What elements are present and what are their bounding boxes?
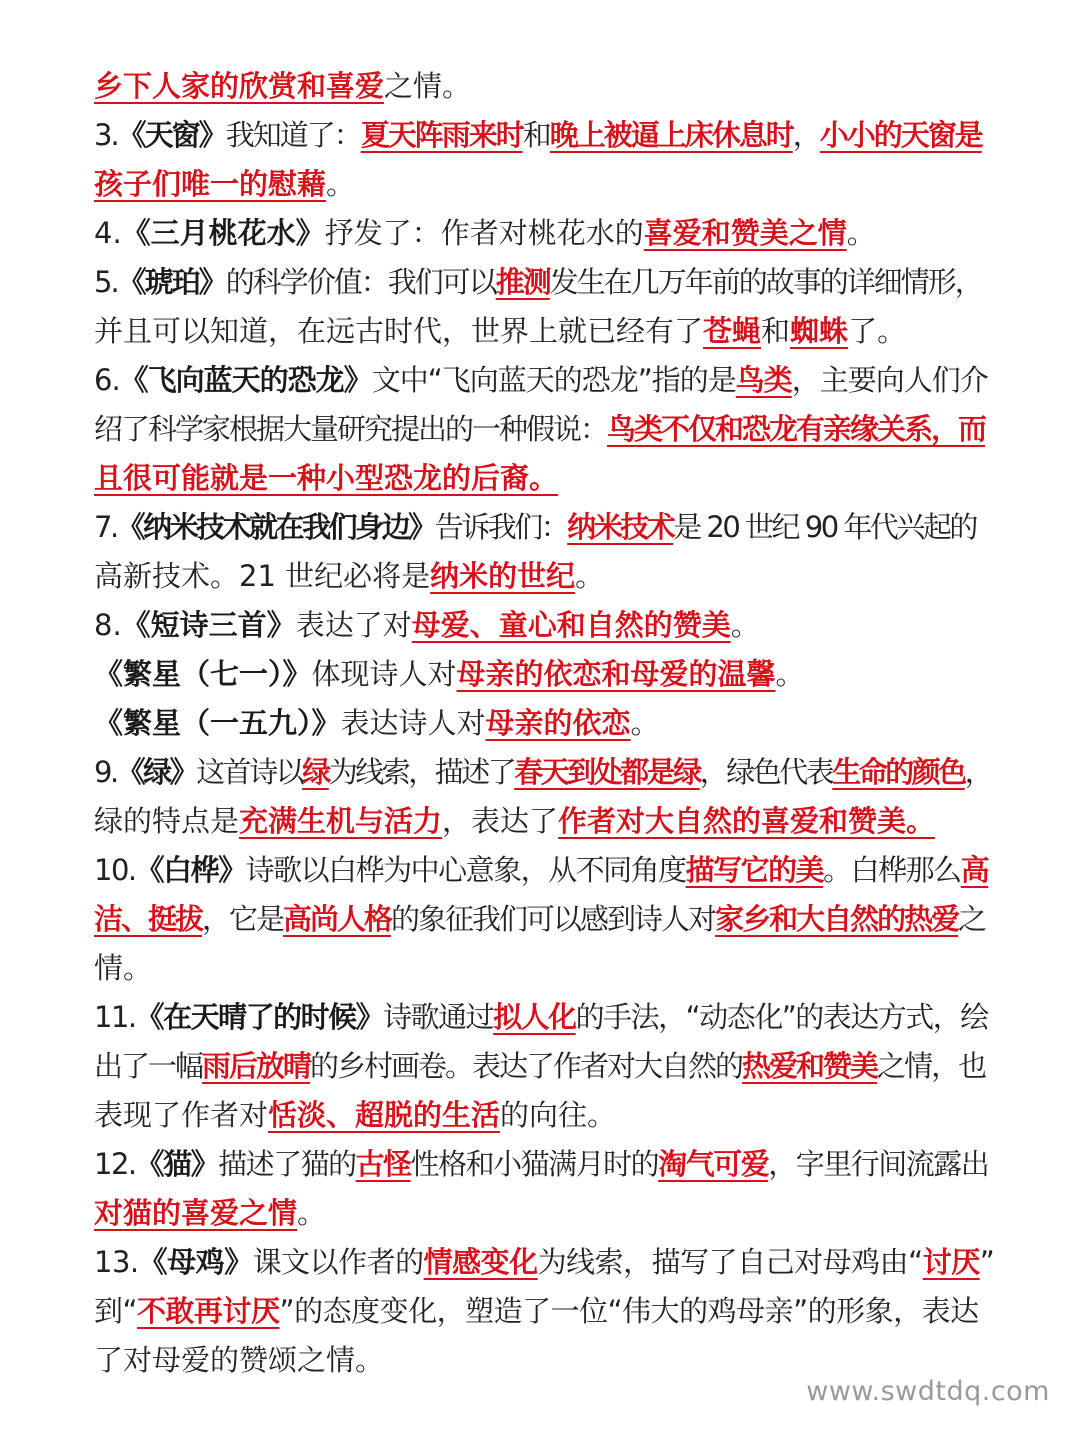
lesson-title: 《天窗》 [117,118,226,152]
highlighted-phrase: 推测 [495,265,550,299]
plain-text: 体现诗人对 [311,657,457,691]
highlighted-phrase: 对猫的喜爱之情 [94,1196,298,1230]
plain-text: 发生在几万年前的故事的详细情形， [549,265,982,299]
highlighted-phrase: 小小的天窗是 [819,118,982,152]
plain-text: 。 [775,657,805,691]
text-line [94,552,994,601]
lesson-title: 《繁星（七一）》 [94,657,312,691]
plain-text: 了。 [848,314,907,348]
text-line [94,454,994,503]
plain-text: 出了一幅 [94,1049,203,1083]
text-line [94,1091,994,1140]
document-body [94,62,994,1385]
lesson-title: 《白桦》 [135,853,246,887]
highlighted-phrase: 夏天阵雨来时 [360,118,523,152]
plain-text: ，它是 [202,902,284,936]
highlighted-phrase: 家乡和大自然的热爱 [715,902,959,936]
text-line [94,1042,994,1091]
text-line [94,1238,994,1287]
plain-text: 绿的特点是 [94,804,240,838]
text-line [94,1140,994,1189]
plain-text: 和 [522,118,550,152]
plain-text: 的手法，“动态化”的表达方式，绘 [575,1000,988,1034]
highlighted-phrase: 孩子们唯一的慰藉 [94,167,327,201]
plain-text: ，主要向人们介 [791,363,988,397]
text-line [94,209,994,258]
plain-text: 情。 [94,951,153,985]
plain-text: 之 [958,902,986,936]
plain-text: 7. [94,510,117,544]
highlighted-phrase: 纳米的世纪 [430,559,576,593]
text-line [94,944,994,993]
plain-text: 。 [730,608,760,642]
text-line [94,993,994,1042]
plain-text: 6. [94,363,120,397]
plain-text: 和 [761,314,791,348]
plain-text: 。白桦那么 [823,853,961,887]
text-line [94,307,994,356]
plain-text: ， [792,118,820,152]
lesson-title: 《纳米技术就在我们身边》 [116,510,435,544]
lesson-title: 《飞向蓝天的恐龙》 [119,363,372,397]
highlighted-phrase: 讨厌 [922,1245,980,1279]
plain-text: 我知道了： [225,118,361,152]
plain-text: 抒发了：作者对桃花水的 [324,216,644,250]
highlighted-phrase: 充满生机与活力 [239,804,443,838]
plain-text: 描述了猫的 [218,1147,356,1181]
plain-text: ， [964,755,992,789]
plain-text: 5. [94,265,118,299]
plain-text: 表达了对 [295,608,412,642]
plain-text: 。 [575,559,605,593]
watermark-text: www.swdtdq.com [806,1376,1050,1407]
text-line [94,503,994,552]
text-line [94,1287,994,1336]
plain-text: ，表达了 [442,804,559,838]
lesson-title: 《短诗三首》 [121,608,296,642]
plain-text: 这首诗以 [196,755,303,789]
plain-text: 诗歌通过 [383,1000,494,1034]
plain-text: 为线索，描述了 [328,755,515,789]
highlighted-phrase: 鸟类 [735,363,792,397]
plain-text: 3. [94,118,118,152]
highlighted-phrase: 高 [960,853,989,887]
highlighted-phrase: 洁、挺拔 [94,902,203,936]
highlighted-phrase: 乡下人家的欣赏和喜爱 [94,69,385,103]
text-line [94,356,994,405]
highlighted-phrase: 鸟类不仅和恐龙有亲缘关系，而 [607,412,986,446]
highlighted-phrase: 描写它的美 [685,853,824,887]
highlighted-phrase: 热爱和赞美 [742,1049,878,1083]
plain-text: 的科学价值：我们可以 [225,265,496,299]
plain-text: 9. [94,755,117,789]
highlighted-phrase: 淘气可爱 [658,1147,769,1181]
plain-text: 的向往。 [500,1098,617,1132]
plain-text: 。 [297,1196,327,1230]
text-line [94,846,994,895]
plain-text: ，字里行间流露出 [768,1147,989,1181]
lesson-title: 《繁星（一五九）》 [94,706,341,740]
highlighted-phrase: 母爱、童心和自然的赞美 [411,608,731,642]
plain-text: 8. [94,608,122,642]
plain-text: ，绿色代表 [699,755,833,789]
text-line [94,160,994,209]
text-line [94,699,994,748]
plain-text: 表达诗人对 [340,706,486,740]
plain-text: 12. [94,1147,136,1181]
plain-text: 4. [94,216,122,250]
plain-text: 之情，也 [877,1049,986,1083]
highlighted-phrase: 雨后放晴 [202,1049,311,1083]
plain-text: 。 [630,706,660,740]
text-line [94,405,994,454]
text-line [94,797,994,846]
plain-text: 为线索，描写了自己对母鸡由“ [537,1245,923,1279]
plain-text: 表现了作者对 [94,1098,269,1132]
lesson-title: 《绿》 [116,755,197,789]
highlighted-phrase: 喜爱和赞美之情 [643,216,847,250]
plain-text: 是 20 世纪 90 年代兴起的 [673,510,976,544]
highlighted-phrase: 晚上被逼上床休息时 [549,118,793,152]
highlighted-phrase: 情感变化 [423,1245,538,1279]
plain-text: 的乡村画卷。表达了作者对大自然的 [310,1049,743,1083]
highlighted-phrase: 且很可能就是一种小型恐龙的后裔。 [94,461,559,495]
plain-text: ” [979,1245,995,1279]
plain-text: 并且可以知道，在远古时代，世界上就已经有了 [94,314,704,348]
highlighted-phrase: 高尚人格 [283,902,392,936]
plain-text: 。 [846,216,876,250]
plain-text: 高新技术。21 世纪必将是 [94,559,431,593]
plain-text: ”的态度变化，塑造了一位“伟大的鸡母亲”的形象，表达 [279,1294,979,1328]
plain-text: 13. [94,1245,139,1279]
lesson-title: 《在天晴了的时候》 [135,1000,384,1034]
highlighted-phrase: 蜘蛛 [790,314,849,348]
plain-text: 之情。 [384,69,472,103]
plain-text: 课文以作者的 [252,1245,424,1279]
lesson-title: 《母鸡》 [138,1245,253,1279]
plain-text: 了对母爱的赞颂之情。 [94,1343,385,1377]
text-line [94,650,994,699]
highlighted-phrase: 苍蝇 [703,314,762,348]
plain-text: 的象征我们可以感到诗人对 [391,902,716,936]
text-line [94,1189,994,1238]
highlighted-phrase: 母亲的依恋和母爱的温馨 [456,657,776,691]
text-line [94,601,994,650]
text-line [94,258,994,307]
plain-text: 诗歌以白桦为中心意象，从不同角度 [245,853,686,887]
highlighted-phrase: 母亲的依恋 [485,706,631,740]
highlighted-phrase: 绿 [302,755,329,789]
highlighted-phrase: 恬淡、超脱的生活 [268,1098,501,1132]
highlighted-phrase: 作者对大自然的喜爱和赞美。 [558,804,936,838]
highlighted-phrase: 春天到处都是绿 [514,755,700,789]
highlighted-phrase: 纳米技术 [567,510,674,544]
highlighted-phrase: 拟人化 [493,1000,576,1034]
lesson-title: 《三月桃花水》 [121,216,325,250]
plain-text: 。 [326,167,356,201]
lesson-title: 《琥珀》 [117,265,226,299]
lesson-title: 《猫》 [135,1147,219,1181]
highlighted-phrase: 不敢再讨厌 [137,1294,280,1328]
plain-text: 到“ [94,1294,138,1328]
text-line [94,895,994,944]
plain-text: 性格和小猫满月时的 [410,1147,659,1181]
highlighted-phrase: 生命的颜色 [832,755,965,789]
text-line [94,111,994,160]
plain-text: 告诉我们： [434,510,568,544]
highlighted-phrase: 古怪 [355,1147,411,1181]
plain-text: 绍了科学家根据大量研究提出的一种假说： [94,412,608,446]
plain-text: 文中“飞向蓝天的恐龙”指的是 [371,363,736,397]
plain-text: 11. [94,1000,136,1034]
text-line [94,748,994,797]
text-line [94,62,994,111]
plain-text: 10. [94,853,136,887]
